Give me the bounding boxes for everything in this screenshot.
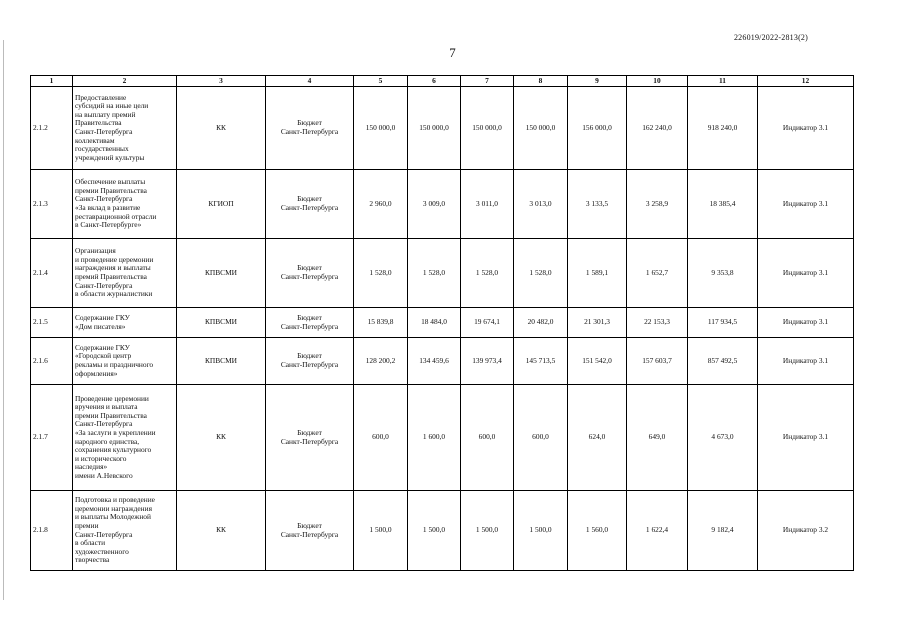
column-header: 9	[568, 76, 627, 87]
value-col5: 1 528,0	[354, 239, 408, 308]
value-col6: 1 528,0	[408, 239, 461, 308]
column-header: 7	[461, 76, 514, 87]
table-row	[31, 87, 854, 170]
value-col8: 20 482,0	[514, 308, 568, 338]
column-header: 5	[354, 76, 408, 87]
row-number: 2.1.2	[31, 87, 73, 170]
value-col6: 134 459,6	[408, 338, 461, 385]
activity-name: Подготовка и проведение церемонии награждения и выплаты Молодежной премии Санкт-Петербурга в области художественного творчества	[73, 491, 177, 571]
column-header: 12	[758, 76, 854, 87]
executor: КГИОП	[177, 170, 266, 239]
value-col5: 150 000,0	[354, 87, 408, 170]
column-header: 8	[514, 76, 568, 87]
activity-name: Проведение церемонии вручения и выплата премии Правительства Санкт-Петербурга «За заслуги в укреплении народного единства, сохранения культурного и исторического наследия» имени А.Невского	[73, 385, 177, 491]
value-total: 18 385,4	[688, 170, 758, 239]
value-col5: 600,0	[354, 385, 408, 491]
value-col10: 1 622,4	[627, 491, 688, 571]
budget-program-table	[30, 75, 854, 571]
indicator: Индикатор 3.1	[758, 170, 854, 239]
column-header: 3	[177, 76, 266, 87]
value-col6: 1 600,0	[408, 385, 461, 491]
value-total: 9 182,4	[688, 491, 758, 571]
executor: КПВСМИ	[177, 338, 266, 385]
column-header: 11	[688, 76, 758, 87]
activity-name: Обеспечение выплаты премии Правительства Санкт-Петербурга «За вклад в развитие реставрационной отрасли в Санкт-Петербурге»	[73, 170, 177, 239]
column-header: 6	[408, 76, 461, 87]
table-row	[31, 170, 854, 239]
table-header-row	[31, 76, 854, 87]
value-col10: 162 240,0	[627, 87, 688, 170]
value-col9: 156 000,0	[568, 87, 627, 170]
table-row	[31, 308, 854, 338]
row-number: 2.1.7	[31, 385, 73, 491]
value-col10: 1 652,7	[627, 239, 688, 308]
column-header: 1	[31, 76, 73, 87]
executor: КПВСМИ	[177, 239, 266, 308]
scan-edge-mark	[3, 40, 4, 600]
value-col8: 145 713,5	[514, 338, 568, 385]
funding-source: Бюджет Санкт-Петербурга	[266, 239, 354, 308]
value-col6: 3 009,0	[408, 170, 461, 239]
executor: КК	[177, 385, 266, 491]
value-col7: 150 000,0	[461, 87, 514, 170]
value-col10: 157 603,7	[627, 338, 688, 385]
row-number: 2.1.5	[31, 308, 73, 338]
funding-source: Бюджет Санкт-Петербурга	[266, 87, 354, 170]
indicator: Индикатор 3.1	[758, 385, 854, 491]
activity-name: Содержание ГКУ «Городской центр рекламы и праздничного оформления»	[73, 338, 177, 385]
value-col9: 21 301,3	[568, 308, 627, 338]
value-total: 117 934,5	[688, 308, 758, 338]
value-col7: 1 500,0	[461, 491, 514, 571]
value-col8: 3 013,0	[514, 170, 568, 239]
value-total: 857 492,5	[688, 338, 758, 385]
value-col5: 15 839,8	[354, 308, 408, 338]
value-col7: 1 528,0	[461, 239, 514, 308]
value-col9: 1 589,1	[568, 239, 627, 308]
page-number: 7	[449, 45, 456, 60]
column-header: 2	[73, 76, 177, 87]
value-col7: 139 973,4	[461, 338, 514, 385]
document-registration-number: 226019/2022-2813(2)	[733, 33, 808, 42]
column-header: 10	[627, 76, 688, 87]
indicator: Индикатор 3.1	[758, 87, 854, 170]
table-row	[31, 491, 854, 571]
funding-source: Бюджет Санкт-Петербурга	[266, 491, 354, 571]
value-col9: 1 560,0	[568, 491, 627, 571]
row-number: 2.1.8	[31, 491, 73, 571]
row-number: 2.1.3	[31, 170, 73, 239]
table-row	[31, 239, 854, 308]
value-col5: 1 500,0	[354, 491, 408, 571]
executor: КК	[177, 491, 266, 571]
value-col5: 2 960,0	[354, 170, 408, 239]
table-row	[31, 385, 854, 491]
funding-source: Бюджет Санкт-Петербурга	[266, 338, 354, 385]
value-col7: 600,0	[461, 385, 514, 491]
indicator: Индикатор 3.1	[758, 308, 854, 338]
value-col10: 22 153,3	[627, 308, 688, 338]
executor: КПВСМИ	[177, 308, 266, 338]
indicator: Индикатор 3.1	[758, 338, 854, 385]
value-col9: 624,0	[568, 385, 627, 491]
value-col9: 151 542,0	[568, 338, 627, 385]
value-total: 918 240,0	[688, 87, 758, 170]
indicator: Индикатор 3.2	[758, 491, 854, 571]
row-number: 2.1.4	[31, 239, 73, 308]
value-col7: 19 674,1	[461, 308, 514, 338]
value-col10: 3 258,9	[627, 170, 688, 239]
value-col8: 600,0	[514, 385, 568, 491]
funding-source: Бюджет Санкт-Петербурга	[266, 170, 354, 239]
value-col6: 150 000,0	[408, 87, 461, 170]
value-col6: 18 484,0	[408, 308, 461, 338]
value-col10: 649,0	[627, 385, 688, 491]
value-col6: 1 500,0	[408, 491, 461, 571]
value-col8: 1 500,0	[514, 491, 568, 571]
row-number: 2.1.6	[31, 338, 73, 385]
value-total: 4 673,0	[688, 385, 758, 491]
column-header: 4	[266, 76, 354, 87]
table-row	[31, 338, 854, 385]
funding-source: Бюджет Санкт-Петербурга	[266, 308, 354, 338]
value-col7: 3 011,0	[461, 170, 514, 239]
activity-name: Организация и проведение церемонии награждения и выплаты премий Правительства Санкт-Петербурга в области журналистики	[73, 239, 177, 308]
value-col8: 150 000,0	[514, 87, 568, 170]
value-total: 9 353,8	[688, 239, 758, 308]
funding-source: Бюджет Санкт-Петербурга	[266, 385, 354, 491]
value-col8: 1 528,0	[514, 239, 568, 308]
executor: КК	[177, 87, 266, 170]
indicator: Индикатор 3.1	[758, 239, 854, 308]
value-col5: 128 200,2	[354, 338, 408, 385]
activity-name: Содержание ГКУ «Дом писателя»	[73, 308, 177, 338]
value-col9: 3 133,5	[568, 170, 627, 239]
activity-name: Предоставление субсидий на иные цели на выплату премий Правительства Санкт-Петербурга коллективам государственных учреждений культуры	[73, 87, 177, 170]
